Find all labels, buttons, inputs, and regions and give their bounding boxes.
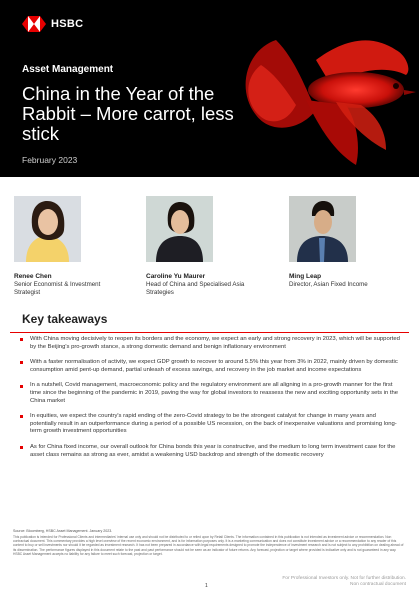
distribution-notice <box>282 576 406 588</box>
brand-name: HSBC <box>51 18 84 30</box>
renee-chen-photo <box>14 196 81 262</box>
author-card-ming-leap <box>289 196 399 289</box>
author-card-renee-chen <box>14 196 124 296</box>
page-number: 1 <box>205 583 208 589</box>
bullet-icon <box>20 385 23 388</box>
page-title: China in the Year of the Rabbit – More carrot, less stick <box>22 83 234 144</box>
section-divider <box>10 332 409 333</box>
author-card-caroline-yu-maurer <box>146 196 256 296</box>
hsbc-hexagon-logo-icon <box>22 16 46 32</box>
takeaway-text: In a nutshell, Covid management, macroeconomic policy and the regulatory environment are all aligning in a pro-growth manner for the first time since the beginning of the pandemic in 2019, paving the way for global investors to reassess the new and exciting opportunity sets in the China market <box>30 382 399 404</box>
author-name: Ming Leap <box>289 273 322 280</box>
list-item <box>20 359 400 374</box>
key-takeaways-list <box>20 336 400 467</box>
takeaway-text: With a faster normalisation of activity, we expect GDP growth to recover to around 5.5% this year from 3% in 2022, mainly driven by domestic consumption amid pent-up demand, partial unleash of excess savings, and recovery in the job market and income expectations <box>30 359 398 373</box>
takeaway-text: In equities, we expect the country's rapid ending of the zero-Covid strategy to be the strongest catalyst for change in many years and potentially result in an outperformance during a period of a possible US recession, on the back of inexpensive valuations and promising long-term growth investment opportunities <box>30 413 397 435</box>
bullet-icon <box>20 361 23 364</box>
notice-line: For Professional Investors only. Not for further distribution. <box>282 576 406 581</box>
takeaway-text: As for China fixed income, our overall outlook for China bonds this year is constructive, and the medium to long term investment case for the asset class remains as strong as ever, amidst a weakening USD backdrop and strength of the domestic recovery <box>30 443 396 458</box>
hsbc-logo <box>22 16 83 32</box>
publication-date: February 2023 <box>22 155 78 165</box>
list-item <box>20 382 400 405</box>
takeaway-text: With China moving decisively to reopen its borders and the economy, we expect an early and strong recovery in 2023, which will be supported by the Beijing's pro-growth stance, a strong domestic demand and benign inflationary environment <box>30 336 400 350</box>
section-label: Asset Management <box>22 64 114 75</box>
list-item <box>20 336 400 351</box>
notice-line: Non contractual document <box>350 582 406 587</box>
source-note: Source: Bloomberg, HSBC Asset Management. January 2023. <box>13 529 113 533</box>
author-name: Renee Chen <box>14 273 52 280</box>
ming-leap-photo <box>289 196 356 262</box>
bullet-icon <box>20 338 23 341</box>
author-role: Director, Asian Fixed Income <box>289 281 368 288</box>
disclaimer-text: This publication is intended for Professional Clients and intermediaries' internal use only and should not be distributed to or relied upon by Retail Clients. The information contained in this publication is not intended as investment advice or recommendation. Non contractual document. This commentary provides a high level overview of the recent economic environment, and is for information purposes only. It is a marketing communication and does not constitute investment advice or a recommendation to any reader of this content to buy or sell investments nor should it be regarded as investment research. It has not been prepared in accordance with legal requirements designed to promote the independence of investment research and is not subject to any prohibition on dealing ahead of its dissemination. The performance figures displayed in this document relate to the past and past performance should not be seen as an indicator of future returns. Any forecast, projection or target where provided is indicative only and is not guaranteed in any way. HSBC Asset Management accepts no liability for any failure to meet such forecast, projection or target. <box>13 535 404 556</box>
bullet-icon <box>20 415 23 418</box>
list-item <box>20 413 400 436</box>
bullet-icon <box>20 446 23 449</box>
list-item <box>20 444 400 459</box>
author-role: Senior Economist & Investment Strategist <box>14 281 101 296</box>
key-takeaways-heading: Key takeaways <box>22 312 108 326</box>
header-banner <box>0 0 419 177</box>
caroline-yu-maurer-photo <box>146 196 213 262</box>
betta-fish-illustration <box>236 20 419 170</box>
author-name: Caroline Yu Maurer <box>146 273 206 280</box>
author-role: Head of China and Specialised Asia Strategies <box>146 281 245 296</box>
